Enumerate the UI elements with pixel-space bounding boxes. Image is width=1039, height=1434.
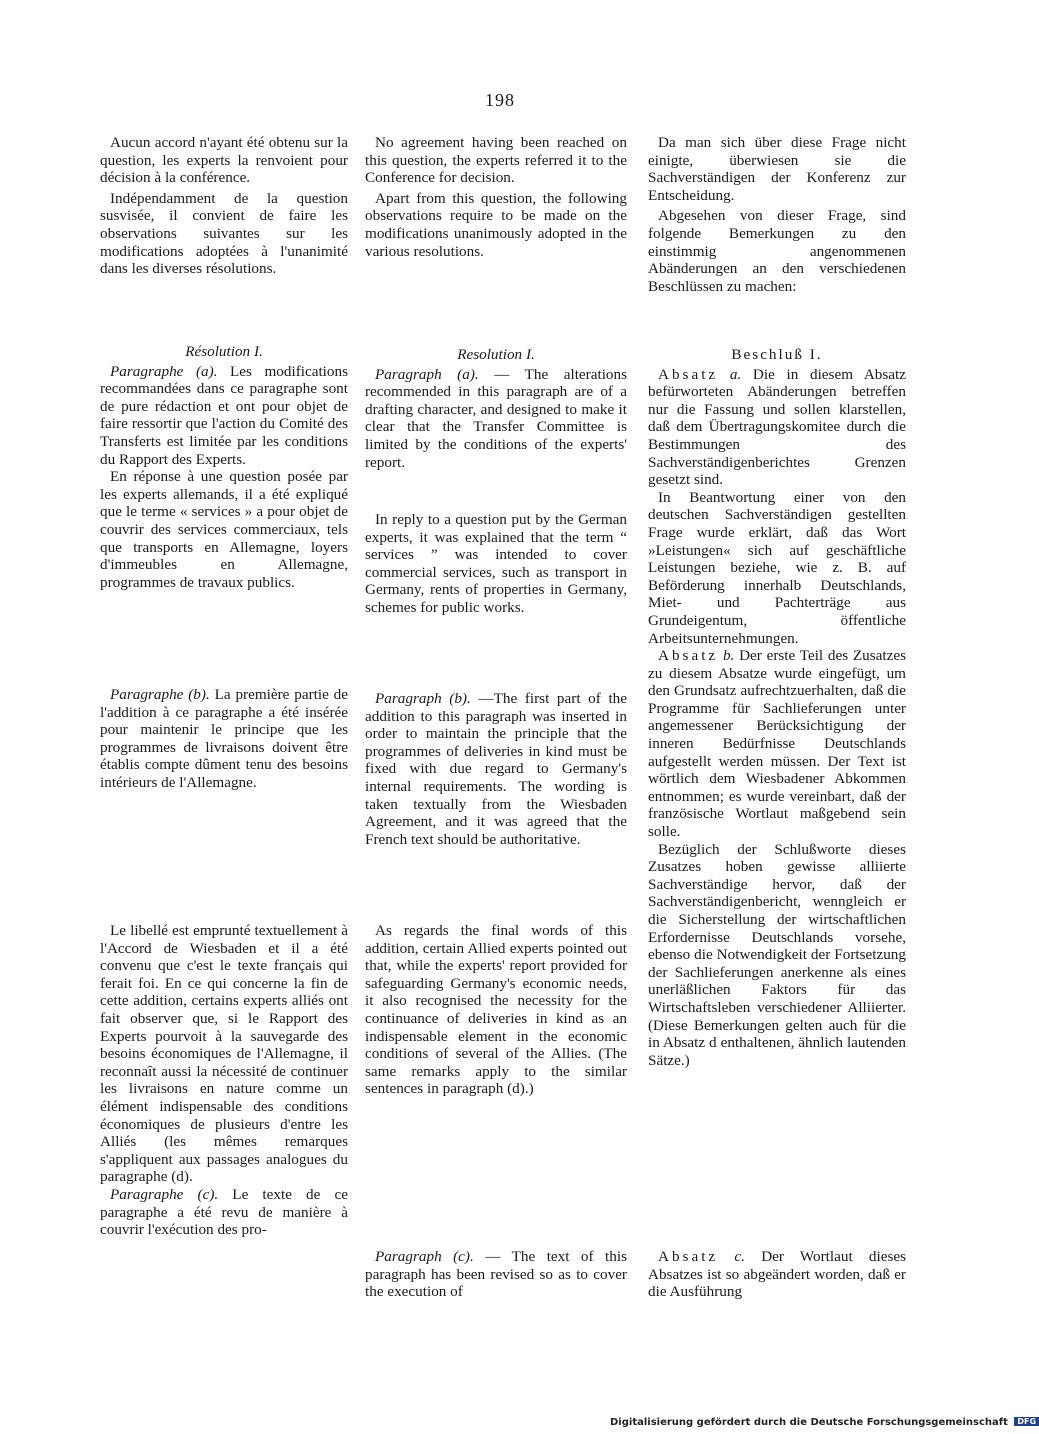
german-intro-1: Da man sich über diese Frage nicht einigte, überwiesen sie die Sachverständigen der Konferenz zur Entscheidung. (648, 134, 906, 204)
page-number: 198 (485, 90, 515, 110)
german-para-c-letter: c. (734, 1248, 745, 1265)
french-heading: Résolution I. (185, 343, 263, 360)
english-para-b-2: As regards the final words of this addition, certain Allied experts pointed out that, while the experts' report provided for safeguarding Germany's economic needs, it also recognised the necessity for the continuance of deliveries in kind as an indispensable element in the economic conditions of several of the Allies. (The same remarks apply to the similar sentences in paragraph (d).) (365, 922, 627, 1098)
french-para-b-2: Le libellé est emprunté textuellement à l'Accord de Wiesbaden et il a été convenu que c'est le texte français qui ferait foi. En ce qui concerne la fin de cette addition, certains experts alliés ont fait observer que, si le Rapport des Experts pourvoit à la sauvegarde des besoins économiques de l'Allemagne, il reconnaît aussi la nécessité de continuer les livraisons en nature comme un élément indispensable des conditions économiques de plusieurs d'entre les Alliés (les mêmes remarques s'appliquent aux passages analogues du paragraphe (d). (100, 922, 348, 1186)
english-para-c-label: Paragraph (c). (375, 1248, 474, 1265)
german-para-a-letter: a. (729, 365, 742, 383)
french-para-b-label: Paragraphe (b). (110, 686, 210, 703)
german-para-c-label: Absatz (658, 1248, 719, 1265)
german-resolution-a (648, 346, 906, 1069)
french-intro (100, 134, 348, 278)
english-para-b (365, 690, 627, 848)
german-para-c-text: Der Wortlaut dieses Absatzes ist so abgeändert worden, daß er die Ausführung (648, 1248, 907, 1301)
english-para-b-label: Paragraph (b). (375, 690, 471, 707)
french-para-b (100, 686, 348, 792)
english-para-b-text: —The first part of the addition to this paragraph was inserted in order to maintain the principle that the programmes of deliveries in kind must be fixed with due regard to Germany's internal requirements. The wording is taken textually from the Wiesbaden Agreement, and it was agreed that the French text should be authoritative. (365, 690, 627, 848)
german-para-c (648, 1248, 906, 1301)
english-para-c (365, 1248, 627, 1301)
french-intro-1: Aucun accord n'ayant été obtenu sur la question, les experts la renvoient pour décision à la conférence. (100, 134, 348, 187)
dfg-logo: DFG (1014, 1417, 1039, 1426)
french-para-b-2-block (100, 922, 348, 1239)
english-para-b-2-block (365, 922, 627, 1098)
german-para-b-label: Absatz (658, 647, 719, 665)
english-heading: Resolution I. (457, 346, 535, 363)
english-intro-2: Apart from this question, the following observations require to be made on the modifications unanimously adopted in the various resolutions. (365, 189, 627, 260)
english-para-a-2: In reply to a question put by the German experts, it was explained that the term “ services ” was intended to cover commercial services, such as transport in Germany, rents of properties in Germany, schemes for public works. (365, 511, 627, 616)
german-para-b-letter: b. (722, 647, 735, 665)
french-para-c-label: Paragraphe (c). (110, 1185, 219, 1203)
footer-text: Digitalisierung gefördert durch die Deutsche Forschungsgemeinschaft (610, 1417, 1008, 1428)
english-para-a-2-block (365, 511, 627, 617)
french-intro-2: Indépendamment de la question susvisée, il convient de faire les observations suivantes sur les modifications adoptées à l'unanimité dans les diverses résolutions. (100, 189, 348, 278)
english-para-a-label: Paragraph (a). (375, 365, 479, 383)
digitization-footer (610, 1417, 1039, 1428)
german-para-a-label: Absatz (658, 365, 719, 383)
german-para-a-text: Die in diesem Absatz befürworteten Abänderungen betreffen nur die Fassung und sollen klarstellen, daß dem Übertragungskomitee durch die Bestimmungen des Sachverständigenberichtes Grenzen gesetzt sind. (648, 365, 907, 489)
french-para-a (100, 363, 348, 469)
french-para-a-text: Les modifications recommandées dans ce paragraphe sont de pure rédaction et ont pour objet de faire ressortir que l'action du Comité des Transferts est limitée par les conditions du Rapport des Experts. (100, 362, 348, 468)
english-intro-1: No agreement having been reached on this question, the experts referred it to the Conference for decision. (365, 134, 627, 187)
french-para-c-text: Le texte de ce paragraphe a été revu de manière à couvrir l'exécution des pro- (100, 1185, 348, 1239)
english-resolution-a (365, 346, 627, 471)
french-para-b-text: La première partie de l'addition à ce paragraphe a été insérée pour maintenir le principe que les programmes de livraisons doivent être établis compte dûment tenu des besoins intérieurs de l'Allemagne. (100, 686, 348, 791)
french-para-a-label: Paragraphe (a). (110, 362, 218, 380)
french-resolution-a (100, 343, 348, 591)
german-para-a-2: In Beantwortung einer von den deutschen Sachverständigen gestellten Frage wurde erklärt, daß das Wort »Leistungen« sich auf geschäftliche Leistungen beziehe, wie z. B. auf Beförderung innerhalb Deutschlands, Miet- und Pachterträge aus Grundeigentum, öffentliche Arbeitsunternehmungen. (648, 488, 906, 647)
english-intro (365, 134, 627, 260)
german-intro-2: Abgesehen von dieser Frage, sind folgende Bemerkungen zu den einstimmig angenommenen Abänderungen an den verschiedenen Beschlüssen zu machen: (648, 207, 906, 295)
english-para-c-text: — The text of this paragraph has been revised so as to cover the execution of (365, 1248, 627, 1301)
french-para-a-2: En réponse à une question posée par les experts allemands, il a été expliqué que le terme « services » a pour objet de couvrir des services commerciaux, tels que transports en Allemagne, loyers d'immeubles en Allemagne, programmes de travaux publics. (100, 468, 348, 591)
english-para-a-text: — The alterations recommended in this paragraph are of a drafting character, and designed to make it clear that the Transfer Committee is limited by the conditions of the experts' report. (365, 365, 628, 471)
german-heading: Beschluß I. (731, 346, 823, 363)
german-para-b-text: Der erste Teil des Zusatzes zu diesem Absatze wurde eingefügt, um den Grundsatz aufrechtzuerhalten, daß die Programme für Sachlieferungen unter angemessener Berücksichtigung der inneren Bedürfnisse Deutschlands aufgestellt werden müssen. Der Text ist wörtlich dem Wiesbadener Abkommen entnommen; es wurde vereinbart, daß der französische Wortlaut maßgebend sein solle. (648, 647, 907, 841)
german-para-b-2: Bezüglich der Schlußworte dieses Zusatzes hoben gewisse alliierte Sachverständige hervor, daß der Sachverständigenbericht, wenngleich er die Sicherstellung der wirtschaftlichen Erfordernisse Deutschlands vorsehe, ebenso die Notwendigkeit der Fortsetzung der Sachlieferungen anerkenne als eines unerläßlichen Faktors für das Wirtschaftsleben verschiedener Alliierter. (Diese Bemerkungen gelten auch für die in Absatz d enthaltenen, ähnlich lautenden Sätze.) (648, 840, 906, 1069)
german-intro (648, 134, 906, 295)
